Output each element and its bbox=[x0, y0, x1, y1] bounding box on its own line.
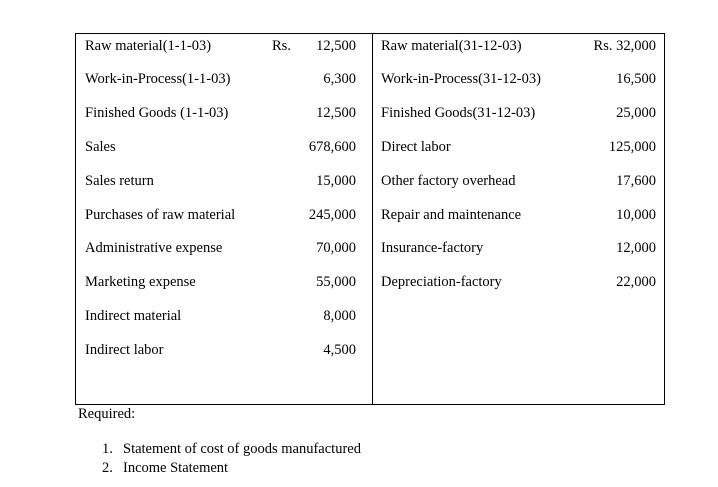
left-row-amount: 55,000 bbox=[316, 274, 356, 290]
left-row-label: Purchases of raw material bbox=[85, 207, 236, 223]
list-item bbox=[102, 440, 361, 459]
left-row-amount: 678,600 bbox=[308, 139, 356, 155]
data-table bbox=[75, 33, 665, 405]
left-row-amount: 70,000 bbox=[316, 240, 356, 256]
left-row-amount: 6,300 bbox=[323, 71, 356, 87]
currency-label: Rs. bbox=[272, 38, 291, 54]
list-item-text: Statement of cost of goods manufactured bbox=[123, 441, 361, 457]
right-row-amount: 17,600 bbox=[616, 173, 656, 189]
list-item bbox=[102, 459, 361, 478]
right-row-label: Depreciation-factory bbox=[381, 274, 502, 290]
right-row-label: Insurance-factory bbox=[381, 240, 484, 256]
right-row-label: Direct labor bbox=[381, 139, 451, 155]
right-row-amount: 22,000 bbox=[616, 274, 656, 290]
left-row-label: Work-in-Process(1-1-03) bbox=[85, 71, 231, 87]
right-row-amount: 16,500 bbox=[616, 71, 656, 87]
right-row-amount: 125,000 bbox=[608, 139, 656, 155]
left-row-amount: 245,000 bbox=[308, 207, 356, 223]
left-row-label: Sales return bbox=[85, 173, 154, 189]
left-row-amount: 4,500 bbox=[323, 342, 356, 358]
left-row-label: Raw material(1-1-03) bbox=[85, 38, 212, 54]
right-row-amount: Rs. 32,000 bbox=[593, 38, 656, 54]
left-row-label: Indirect material bbox=[85, 308, 182, 324]
left-row-label: Marketing expense bbox=[85, 274, 196, 290]
left-row-label: Administrative expense bbox=[85, 240, 223, 256]
left-row-amount: 12,500 bbox=[316, 105, 356, 121]
right-row-label: Raw material(31-12-03) bbox=[381, 38, 522, 54]
right-row-label: Other factory overhead bbox=[381, 173, 516, 189]
list-item-number: 2. bbox=[102, 460, 113, 476]
left-row-amount: 8,000 bbox=[323, 308, 356, 324]
left-row-label: Indirect labor bbox=[85, 342, 164, 358]
left-row-label: Sales bbox=[85, 139, 116, 155]
right-row-amount: 10,000 bbox=[616, 207, 656, 223]
right-row-label: Repair and maintenance bbox=[381, 207, 522, 223]
list-item-text: Income Statement bbox=[123, 460, 229, 476]
right-row-label: Work-in-Process(31-12-03) bbox=[381, 71, 541, 87]
left-row-amount: 12,500 bbox=[316, 38, 356, 54]
right-row-label: Finished Goods(31-12-03) bbox=[381, 105, 536, 121]
requirements-list bbox=[102, 440, 361, 478]
list-item-number: 1. bbox=[102, 441, 113, 457]
left-row-label: Finished Goods (1-1-03) bbox=[85, 105, 229, 121]
right-row-amount: 12,000 bbox=[616, 240, 656, 256]
right-row-amount: 25,000 bbox=[616, 105, 656, 121]
left-row-amount: 15,000 bbox=[316, 173, 356, 189]
required-heading: Required: bbox=[78, 406, 136, 422]
column-divider bbox=[372, 34, 373, 404]
